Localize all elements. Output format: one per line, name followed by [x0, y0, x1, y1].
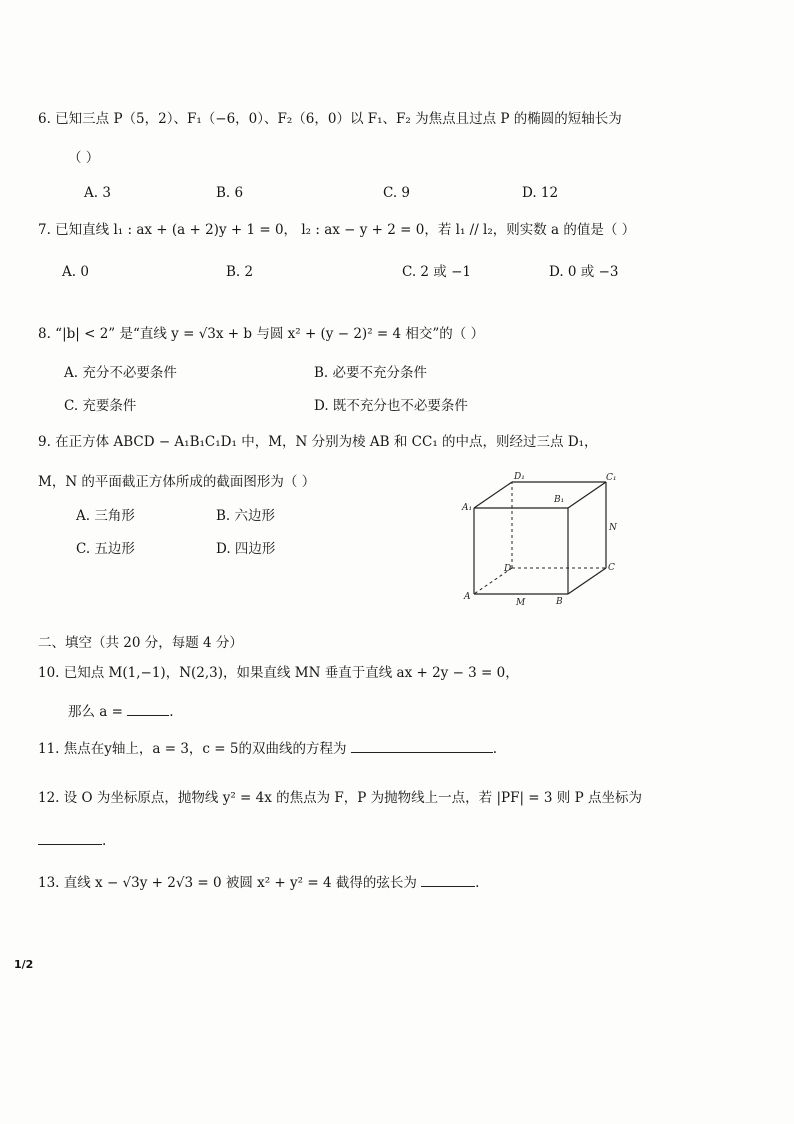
question-11-tail: . [492, 741, 498, 757]
question-6-option-d: D. 12 [522, 185, 559, 201]
question-10-prompt: 那么 a = [68, 704, 123, 720]
page-number: 1/2 [14, 958, 34, 971]
question-9-option-b: B. 六边形 [216, 508, 276, 524]
question-11-text: 11. 焦点在y轴上，a = 3，c = 5的双曲线的方程为 [38, 741, 347, 757]
question-9-option-d: D. 四边形 [216, 541, 276, 557]
question-9-text-line1: 9. 在正方体 ABCD − A₁B₁C₁D₁ 中，M，N 分别为棱 AB 和 CC₁ 的中点，则经过三点 D₁， [38, 434, 598, 450]
question-7-option-b: B. 2 [226, 264, 254, 280]
question-9-text-line2: M，N 的平面截正方体所成的截面图形为（ ） [38, 474, 316, 490]
label-c1: C₁ [606, 473, 617, 483]
label-b1: B₁ [554, 495, 565, 505]
question-10-blank[interactable] [127, 703, 169, 716]
question-13-line [38, 874, 479, 892]
question-7-option-d: D. 0 或 −3 [549, 264, 619, 280]
question-11-line [38, 740, 497, 758]
question-8-option-d: D. 既不充分也不必要条件 [314, 398, 468, 414]
question-12-answer-line [38, 832, 106, 850]
question-8-option-c: C. 充要条件 [64, 398, 137, 414]
question-6-option-a: A. 3 [84, 185, 111, 201]
question-12-text: 12. 设 O 为坐标原点，抛物线 y² = 4x 的焦点为 F，P 为抛物线上一点，若 |PF| = 3 则 P 点坐标为 [38, 790, 642, 806]
question-9-option-c: C. 五边形 [76, 541, 135, 557]
label-b: B [556, 597, 563, 607]
question-6-text: 6. 已知三点 P（5，2）、F₁（−6，0）、F₂（6，0）以 F₁、F₂ 为焦点且过点 P 的椭圆的短轴长为 [38, 111, 622, 127]
question-10-text: 10. 已知点 M(1,−1)，N(2,3)，如果直线 MN 垂直于直线 ax + 2y − 3 = 0， [38, 665, 519, 681]
question-6-option-c: C. 9 [383, 185, 411, 201]
label-d: D [504, 564, 512, 574]
question-11-blank[interactable] [351, 740, 493, 753]
question-8-option-b: B. 必要不充分条件 [314, 365, 428, 381]
question-10-answer-line [68, 703, 174, 721]
question-13-tail: . [475, 875, 480, 891]
question-6-option-b: B. 6 [216, 185, 244, 201]
question-8-text: 8. “|b| < 2” 是“直线 y = √3x + b 与圆 x² + (y − 2)² = 4 相交”的（ ） [38, 326, 485, 342]
question-6-paren: （ ） [68, 150, 100, 166]
question-9-option-a: A. 三角形 [76, 508, 135, 524]
cube-figure [460, 470, 630, 610]
question-8-option-a: A. 充分不必要条件 [64, 365, 177, 381]
question-10-tail: . [169, 704, 174, 720]
question-7-text: 7. 已知直线 l₁ : ax + (a + 2)y + 1 = 0， l₂ : ax − y + 2 = 0，若 l₁ // l₂，则实数 a 的值是（ ） [38, 222, 636, 238]
section-2-heading: 二、填空（共 20 分，每题 4 分） [38, 635, 243, 651]
label-a: A [464, 592, 471, 602]
label-n: N [609, 523, 617, 533]
question-13-blank[interactable] [421, 874, 475, 887]
label-m: M [516, 598, 526, 608]
label-d1: D₁ [514, 472, 525, 482]
label-c: C [608, 563, 615, 573]
question-7-option-c: C. 2 或 −1 [402, 264, 472, 280]
label-a1: A₁ [462, 503, 473, 513]
question-12-blank[interactable] [38, 832, 102, 845]
question-12-tail: . [102, 833, 107, 849]
question-13-text: 13. 直线 x − √3y + 2√3 = 0 被圆 x² + y² = 4 截得的弦长为 [38, 875, 417, 891]
question-7-option-a: A. 0 [62, 264, 89, 280]
